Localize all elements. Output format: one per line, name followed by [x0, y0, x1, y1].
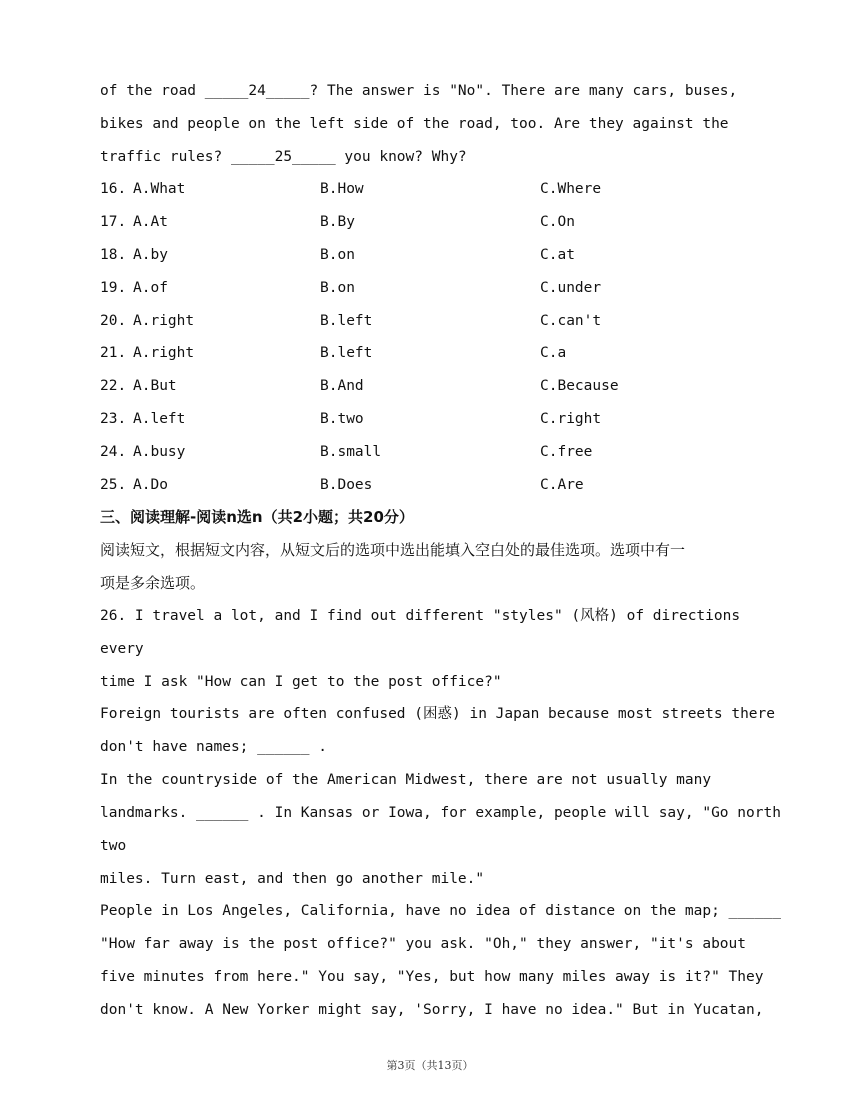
option-c: C.right [540, 411, 602, 427]
option-b: B.left [320, 345, 373, 361]
passage-line: miles. Turn east, and then go another mile." [100, 871, 485, 887]
option-c: C.free [540, 444, 593, 460]
question-row [100, 376, 770, 396]
question-row [100, 212, 770, 232]
passage-line: every [100, 641, 144, 657]
option-c: C.can't [540, 313, 602, 329]
option-b: B.Does [320, 477, 373, 493]
question-number: 22. [100, 378, 127, 394]
passage-line: landmarks. ______ . In Kansas or Iowa, for example, people will say, "Go north [100, 805, 781, 821]
option-b: B.By [320, 214, 355, 230]
option-c: C.Are [540, 477, 584, 493]
option-b: B.two [320, 411, 364, 427]
question-number: 17. [100, 214, 127, 230]
question-row [100, 179, 770, 199]
instructions-line: 项是多余选项。 [100, 574, 206, 592]
option-c: C.at [540, 247, 575, 263]
option-b: B.How [320, 181, 364, 197]
passage-line: traffic rules? _____25_____ you know? Why? [100, 149, 467, 165]
passage-line: People in Los Angeles, California, have no idea of distance on the map; ______ [100, 903, 781, 919]
question-number: 24. [100, 444, 127, 460]
passage-line: In the countryside of the American Midwest, there are not usually many [100, 772, 712, 788]
question-number: 23. [100, 411, 127, 427]
option-a: A.At [133, 214, 168, 230]
option-c: C.a [540, 345, 567, 361]
page-footer: 第3页（共13页） [386, 1059, 474, 1072]
option-c: C.under [540, 280, 602, 296]
question-row [100, 343, 770, 363]
option-a: A.right [133, 345, 195, 361]
question-row [100, 475, 770, 495]
option-c: C.Where [540, 181, 602, 197]
passage-line: two [100, 838, 127, 854]
passage-line: "How far away is the post office?" you ask. "Oh," they answer, "it's about [100, 936, 747, 952]
question-row [100, 245, 770, 265]
passage-line: time I ask "How can I get to the post office?" [100, 674, 502, 690]
question-number: 18. [100, 247, 127, 263]
passage-line: Foreign tourists are often confused (困惑) in Japan because most streets there [100, 706, 776, 722]
option-a: A.right [133, 313, 195, 329]
passage-line: 26. I travel a lot, and I find out different "styles" (风格) of directions [100, 608, 741, 624]
question-number: 19. [100, 280, 127, 296]
passage-line: bikes and people on the left side of the road, too. Are they against the [100, 116, 729, 132]
option-c: C.Because [540, 378, 619, 394]
question-number: 20. [100, 313, 127, 329]
instructions-line: 阅读短文，根据短文内容，从短文后的选项中选出能填入空白处的最佳选项。选项中有一 [100, 541, 686, 559]
question-row [100, 278, 770, 298]
option-b: B.small [320, 444, 382, 460]
section-heading: 三、阅读理解-阅读n选n（共2小题；共20分） [100, 508, 414, 526]
option-a: A.What [133, 181, 186, 197]
option-a: A.Do [133, 477, 168, 493]
option-a: A.But [133, 378, 177, 394]
passage-line: five minutes from here." You say, "Yes, but how many miles away is it?" They [100, 969, 764, 985]
passage-line: of the road _____24_____? The answer is "No". There are many cars, buses, [100, 83, 738, 99]
question-number: 16. [100, 181, 127, 197]
option-a: A.of [133, 280, 168, 296]
question-number: 21. [100, 345, 127, 361]
option-a: A.by [133, 247, 168, 263]
option-b: B.on [320, 247, 355, 263]
option-a: A.left [133, 411, 186, 427]
question-row [100, 311, 770, 331]
option-b: B.on [320, 280, 355, 296]
passage-line: don't know. A New Yorker might say, 'Sorry, I have no idea." But in Yucatan, [100, 1002, 764, 1018]
question-row [100, 409, 770, 429]
option-b: B.left [320, 313, 373, 329]
question-number: 25. [100, 477, 127, 493]
option-b: B.And [320, 378, 364, 394]
question-row [100, 442, 770, 462]
option-c: C.On [540, 214, 575, 230]
option-a: A.busy [133, 444, 186, 460]
passage-line: don't have names; ______ . [100, 739, 327, 755]
